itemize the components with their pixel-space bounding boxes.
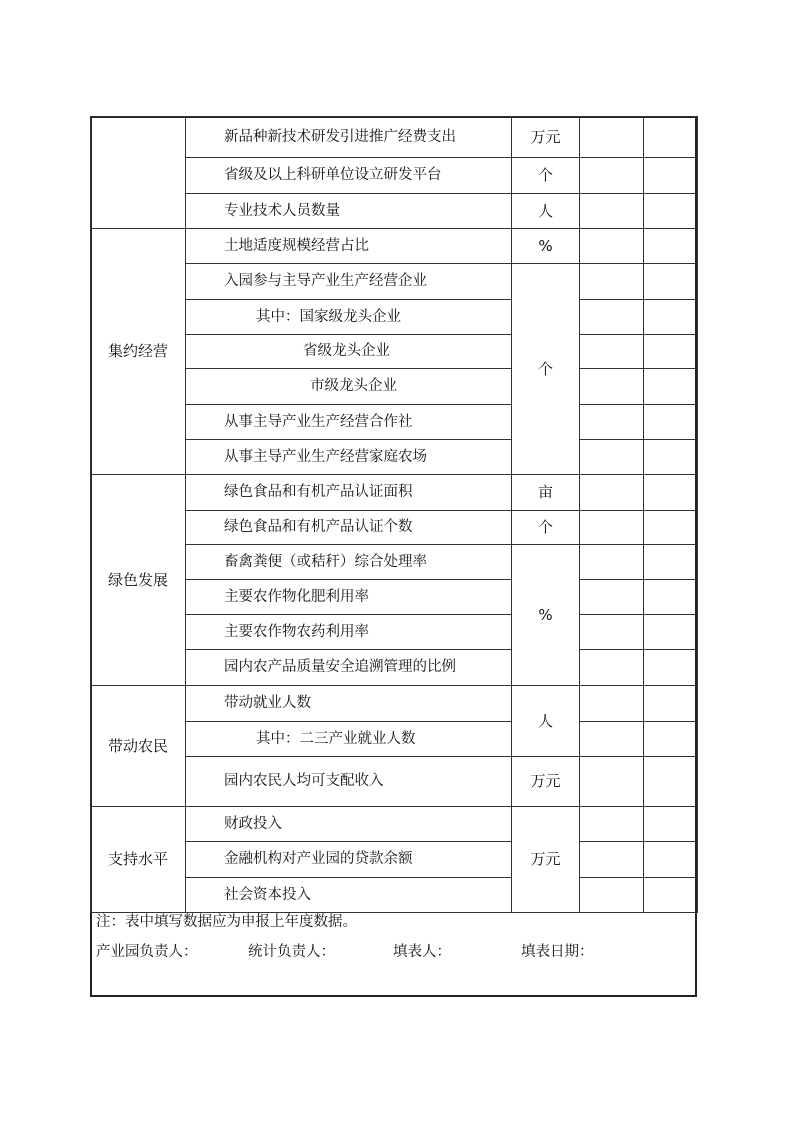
- indicator-cell: 省级及以上科研单位设立研发平台: [186, 158, 512, 194]
- value-cell-current[interactable]: [580, 722, 644, 757]
- indicator-cell: 主要农作物农药利用率: [186, 615, 512, 650]
- value-cell-target[interactable]: [644, 158, 698, 194]
- indicator-cell: 新品种新技术研发引进推广经费支出: [186, 117, 512, 158]
- indicator-cell: 园内农民人均可支配收入: [186, 757, 512, 807]
- indicator-cell: 主要农作物化肥利用率: [186, 580, 512, 615]
- value-cell-current[interactable]: [580, 686, 644, 722]
- indicator-cell: 园内农产品质量安全追溯管理的比例: [186, 650, 512, 686]
- indicator-cell: 从事主导产业生产经营家庭农场: [186, 440, 512, 475]
- value-cell-current[interactable]: [580, 842, 644, 878]
- value-cell-current[interactable]: [580, 194, 644, 229]
- unit-cell: 万元: [512, 117, 580, 158]
- value-cell-target[interactable]: [644, 300, 698, 335]
- value-cell-current[interactable]: [580, 511, 644, 545]
- value-cell-current[interactable]: [580, 615, 644, 650]
- unit-cell: 万元: [512, 757, 580, 807]
- unit-cell: %: [512, 229, 580, 264]
- value-cell-current[interactable]: [580, 650, 644, 686]
- value-cell-target[interactable]: [644, 475, 698, 511]
- value-cell-target[interactable]: [644, 580, 698, 615]
- form-filler-label: 填表人：: [393, 944, 451, 960]
- category-cell: 带动农民: [91, 686, 186, 807]
- value-cell-current[interactable]: [580, 158, 644, 194]
- value-cell-target[interactable]: [644, 878, 698, 913]
- indicator-cell: 绿色食品和有机产品认证面积: [186, 475, 512, 511]
- value-cell-target[interactable]: [644, 842, 698, 878]
- table-row: [91, 117, 698, 158]
- value-cell-target[interactable]: [644, 807, 698, 842]
- table-row: [91, 229, 698, 264]
- unit-cell: 个: [512, 511, 580, 545]
- value-cell-target[interactable]: [644, 335, 698, 369]
- indicator-cell: 社会资本投入: [186, 878, 512, 913]
- unit-cell: %: [512, 545, 580, 686]
- fill-date-label: 填表日期：: [521, 944, 594, 960]
- indicator-cell: 带动就业人数: [186, 686, 512, 722]
- stats-leader-label: 统计负责人：: [248, 944, 335, 960]
- indicator-cell: 专业技术人员数量: [186, 194, 512, 229]
- value-cell-current[interactable]: [580, 757, 644, 807]
- value-cell-target[interactable]: [644, 545, 698, 580]
- indicator-cell: 市级龙头企业: [186, 369, 512, 405]
- value-cell-current[interactable]: [580, 300, 644, 335]
- indicator-cell: 绿色食品和有机产品认证个数: [186, 511, 512, 545]
- indicator-cell: 其中：国家级龙头企业: [186, 300, 512, 335]
- value-cell-current[interactable]: [580, 580, 644, 615]
- signature-line: [96, 940, 686, 960]
- category-cell: 支持水平: [91, 807, 186, 913]
- value-cell-target[interactable]: [644, 757, 698, 807]
- unit-cell: 人: [512, 686, 580, 757]
- value-cell-target[interactable]: [644, 369, 698, 405]
- value-cell-current[interactable]: [580, 117, 644, 158]
- indicator-cell: 财政投入: [186, 807, 512, 842]
- category-cell: 绿色发展: [91, 475, 186, 686]
- value-cell-current[interactable]: [580, 475, 644, 511]
- value-cell-target[interactable]: [644, 229, 698, 264]
- unit-cell: 亩: [512, 475, 580, 511]
- indicator-cell: 土地适度规模经营占比: [186, 229, 512, 264]
- value-cell-target[interactable]: [644, 615, 698, 650]
- indicator-cell: 入园参与主导产业生产经营企业: [186, 264, 512, 300]
- value-cell-target[interactable]: [644, 440, 698, 475]
- value-cell-current[interactable]: [580, 229, 644, 264]
- value-cell-current[interactable]: [580, 264, 644, 300]
- table-row: [91, 686, 698, 722]
- park-leader-label: 产业园负责人：: [96, 944, 198, 960]
- indicator-cell: 从事主导产业生产经营合作社: [186, 405, 512, 440]
- value-cell-current[interactable]: [580, 878, 644, 913]
- value-cell-current[interactable]: [580, 440, 644, 475]
- indicator-cell: 省级龙头企业: [186, 335, 512, 369]
- category-cell: [91, 117, 186, 229]
- unit-cell: 万元: [512, 807, 580, 913]
- footnote: 注：表中填写数据应为申报上年度数据。: [96, 914, 357, 930]
- value-cell-target[interactable]: [644, 722, 698, 757]
- value-cell-target[interactable]: [644, 117, 698, 158]
- indicator-cell: 畜禽粪便（或秸秆）综合处理率: [186, 545, 512, 580]
- value-cell-target[interactable]: [644, 686, 698, 722]
- indicator-cell: 其中：二三产业就业人数: [186, 722, 512, 757]
- value-cell-current[interactable]: [580, 545, 644, 580]
- unit-cell: 个: [512, 158, 580, 194]
- category-cell: 集约经营: [91, 229, 186, 475]
- value-cell-target[interactable]: [644, 264, 698, 300]
- value-cell-current[interactable]: [580, 405, 644, 440]
- indicator-table: [90, 116, 698, 913]
- value-cell-target[interactable]: [644, 650, 698, 686]
- value-cell-target[interactable]: [644, 194, 698, 229]
- value-cell-target[interactable]: [644, 511, 698, 545]
- value-cell-current[interactable]: [580, 369, 644, 405]
- value-cell-current[interactable]: [580, 807, 644, 842]
- unit-cell: 个: [512, 264, 580, 475]
- value-cell-current[interactable]: [580, 335, 644, 369]
- table-row: [91, 475, 698, 511]
- indicator-cell: 金融机构对产业园的贷款余额: [186, 842, 512, 878]
- value-cell-target[interactable]: [644, 405, 698, 440]
- unit-cell: 人: [512, 194, 580, 229]
- table-row: [91, 807, 698, 842]
